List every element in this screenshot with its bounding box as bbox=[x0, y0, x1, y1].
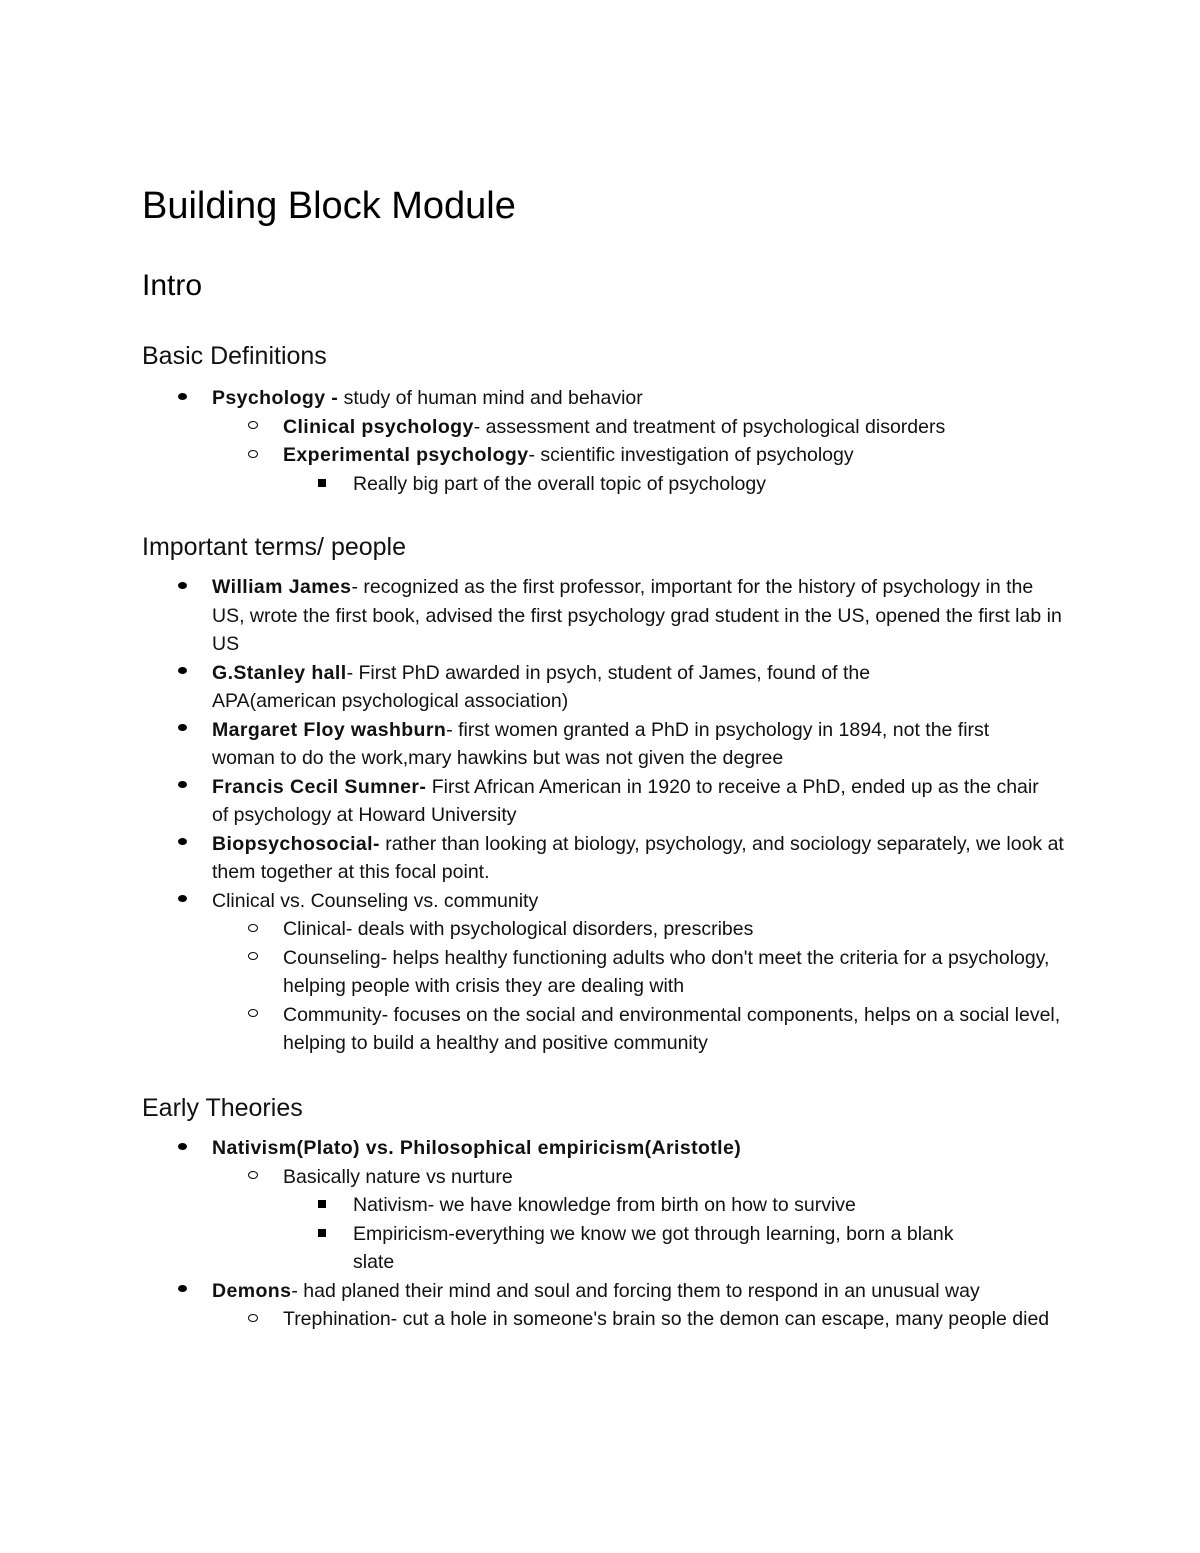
bullet-dot-icon bbox=[178, 830, 187, 859]
bullet-dot-icon bbox=[178, 1277, 187, 1306]
list-item: Experimental psychology- scientific investigation of psychology bbox=[142, 441, 1072, 470]
bullet-square-icon bbox=[318, 470, 326, 499]
important-terms-list bbox=[142, 573, 1067, 1058]
bullet-dot-icon bbox=[178, 887, 187, 916]
list-item: Margaret Floy washburn- first women granted a PhD in psychology in 1894, not the first woman to do the work,mary hawkins but was not given the degree bbox=[142, 716, 1067, 773]
list-item: Trephination- cut a hole in someone's brain so the demon can escape, many people died bbox=[142, 1305, 1067, 1334]
list-item: Counseling- helps healthy functioning adults who don't meet the criteria for a psychology, helping people with crisis they are dealing with bbox=[142, 944, 1067, 1001]
list-item: Community- focuses on the social and environmental components, helps on a social level, helping to build a healthy and positive community bbox=[142, 1001, 1067, 1058]
bullet-circle-icon bbox=[248, 944, 258, 973]
bullet-circle-icon bbox=[248, 1163, 258, 1192]
list-item: Clinical- deals with psychological disorders, prescribes bbox=[142, 915, 1067, 944]
bullet-dot-icon bbox=[178, 659, 187, 688]
bullet-square-icon bbox=[318, 1191, 326, 1220]
list-item: Francis Cecil Sumner- First African American in 1920 to receive a PhD, ended up as the chair of psychology at Howard University bbox=[142, 773, 1067, 830]
bullet-square-icon bbox=[318, 1220, 326, 1249]
list-item: Biopsychosocial- rather than looking at biology, psychology, and sociology separately, we look at them together at this focal point. bbox=[142, 830, 1067, 887]
bullet-circle-icon bbox=[248, 441, 258, 470]
list-item: Nativism(Plato) vs. Philosophical empiricism(Aristotle) bbox=[142, 1134, 1067, 1163]
list-item: Psychology - study of human mind and behavior bbox=[142, 384, 1072, 413]
list-item: William James- recognized as the first professor, important for the history of psychology in the US, wrote the first book, advised the first psychology grad student in the US, opened the first lab in US bbox=[142, 573, 1067, 659]
list-item: Demons- had planed their mind and soul and forcing them to respond in an unusual way bbox=[142, 1277, 1067, 1306]
list-item: Empiricism-everything we know we got through learning, born a blank slate bbox=[142, 1220, 1067, 1277]
heading-important-terms: Important terms/ people bbox=[142, 533, 407, 561]
bullet-dot-icon bbox=[178, 1134, 187, 1163]
bullet-circle-icon bbox=[248, 1001, 258, 1030]
heading-early-theories: Early Theories bbox=[142, 1094, 303, 1122]
list-item: Nativism- we have knowledge from birth on how to survive bbox=[142, 1191, 1067, 1220]
bullet-dot-icon bbox=[178, 573, 187, 602]
bullet-dot-icon bbox=[178, 384, 187, 413]
list-item: Really big part of the overall topic of psychology bbox=[142, 470, 1072, 499]
bullet-dot-icon bbox=[178, 773, 187, 802]
section-heading-intro: Intro bbox=[142, 269, 203, 302]
document-title: Building Block Module bbox=[142, 185, 516, 227]
list-item: Clinical vs. Counseling vs. community bbox=[142, 887, 1067, 916]
list-item: G.Stanley hall- First PhD awarded in psych, student of James, found of the APA(american psychological association) bbox=[142, 659, 1067, 716]
bullet-circle-icon bbox=[248, 1305, 258, 1334]
basic-definitions-list bbox=[142, 384, 1072, 498]
bullet-dot-icon bbox=[178, 716, 187, 745]
heading-basic-definitions: Basic Definitions bbox=[142, 342, 327, 370]
early-theories-list bbox=[142, 1134, 1067, 1334]
bullet-circle-icon bbox=[248, 915, 258, 944]
bullet-circle-icon bbox=[248, 413, 258, 442]
list-item: Clinical psychology- assessment and treatment of psychological disorders bbox=[142, 413, 1072, 442]
list-item: Basically nature vs nurture bbox=[142, 1163, 1067, 1192]
